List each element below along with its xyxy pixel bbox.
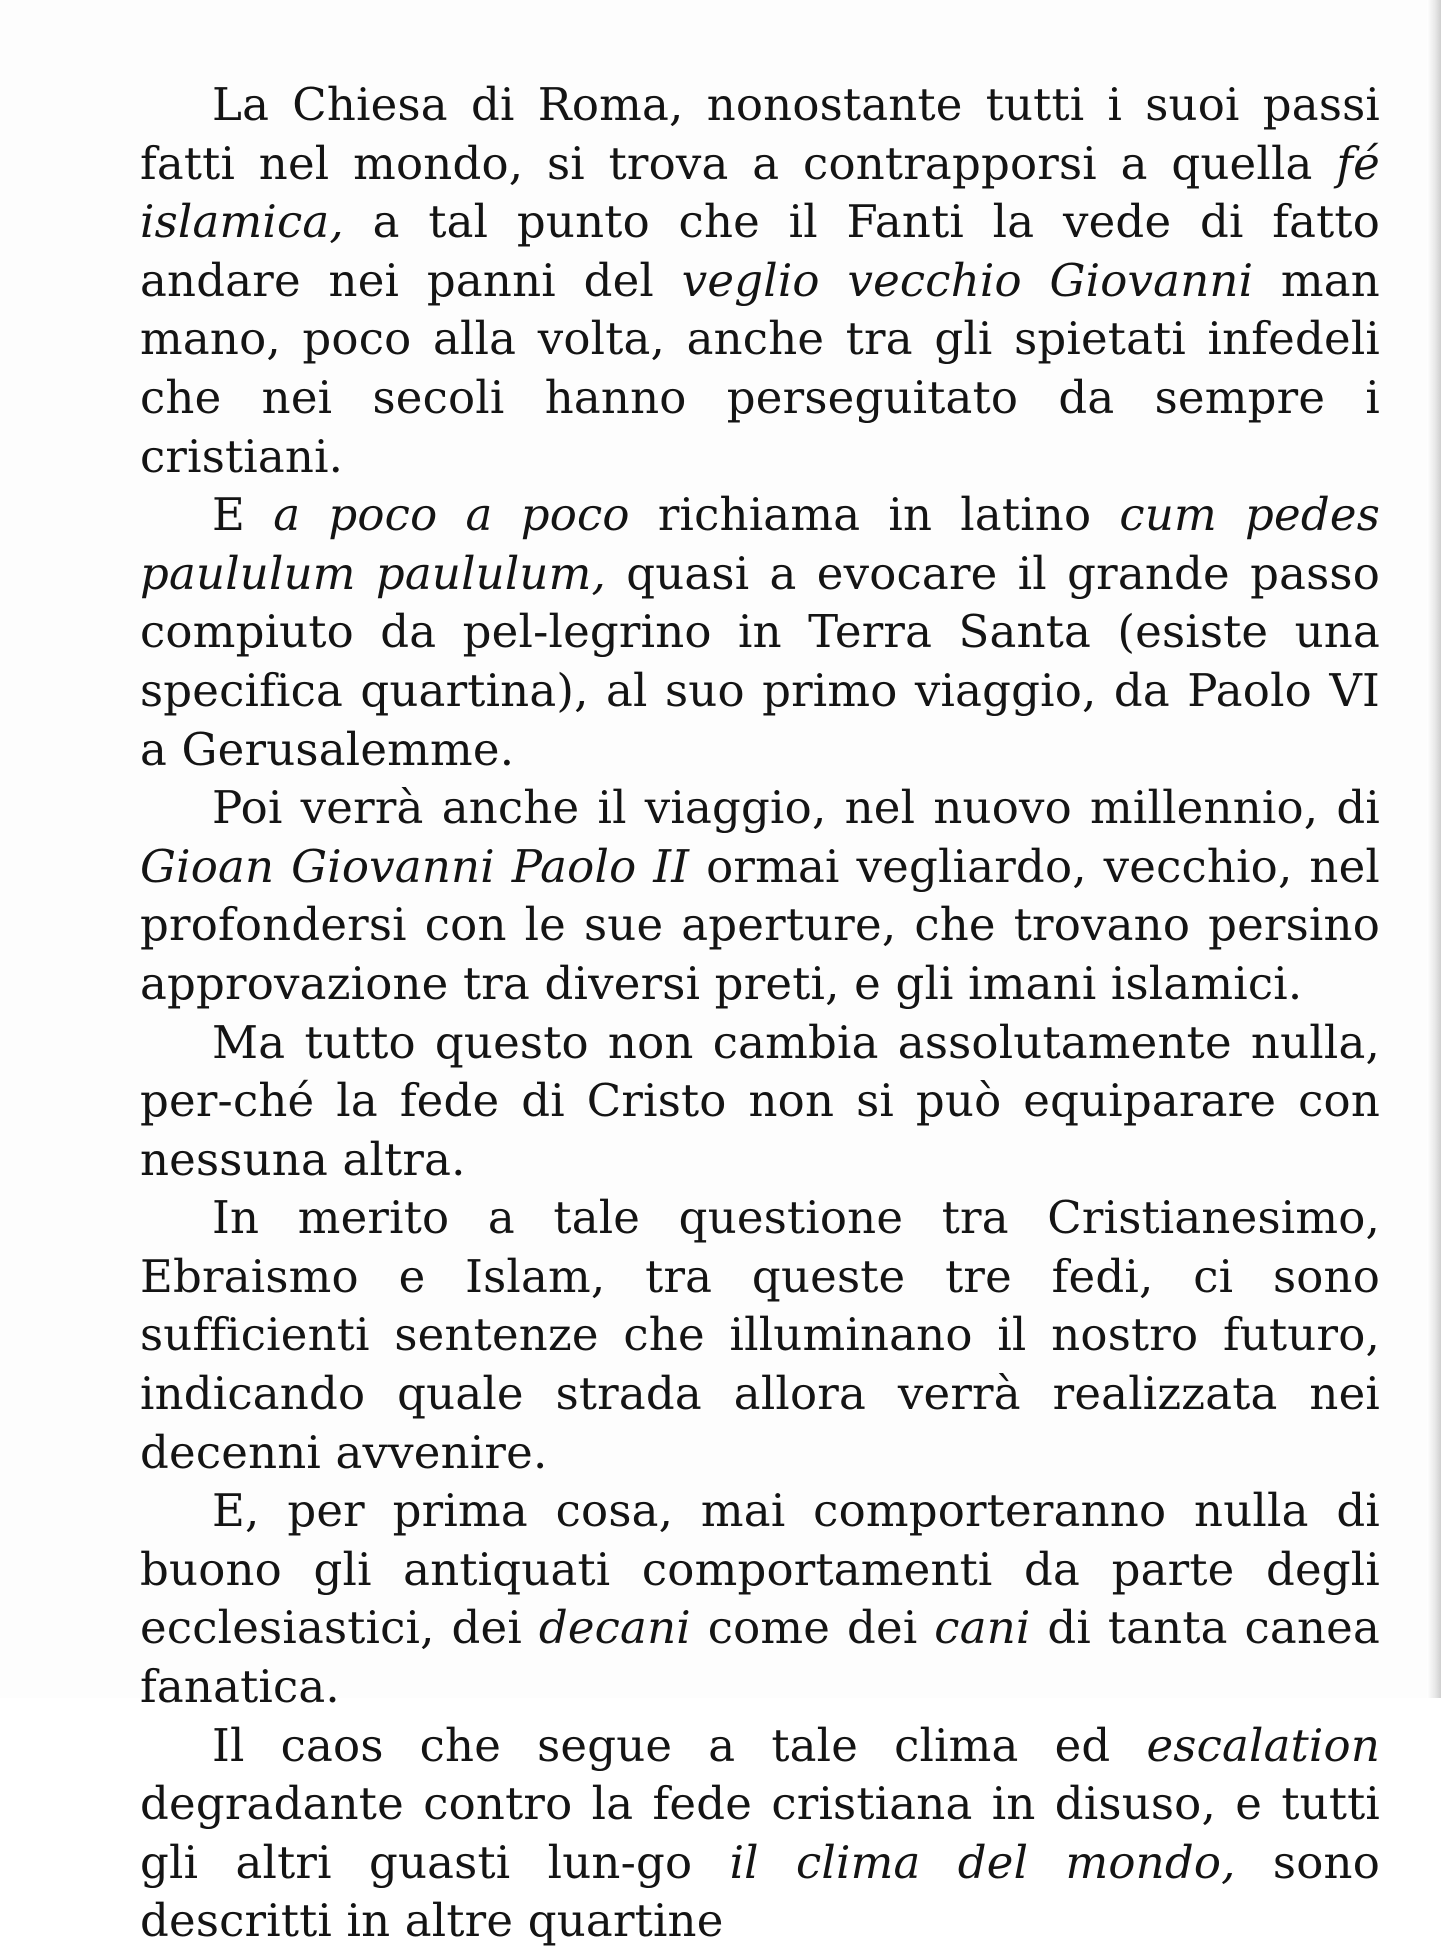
paragraph-5 — [140, 1189, 1380, 1482]
body-text — [140, 76, 1380, 1951]
italic-segment: Gioan Giovanni Paolo II — [140, 839, 690, 893]
text-segment: Il caos che segue a tale clima ed — [212, 1718, 1147, 1772]
text-segment: In merito a tale questione tra Cristianesimo, Ebraismo e Islam, tra queste tre fedi, ci sono sufficienti sentenze che illuminano il nostro futuro, indicando quale strada allora verrà realizzata nei decenni avvenire. — [140, 1191, 1380, 1479]
page-edge-shadow — [1427, 0, 1441, 1698]
text-segment: a tal punto che il Fanti la vede di fatto andare nei panni del — [140, 195, 1380, 307]
italic-segment: escalation — [1146, 1718, 1380, 1772]
paragraph-1 — [140, 76, 1380, 486]
paragraph-7 — [140, 1717, 1380, 1951]
paragraph-2 — [140, 486, 1380, 779]
italic-segment: cum pedes paululum paululum, — [140, 488, 1380, 600]
text-segment: come dei — [690, 1601, 935, 1655]
text-segment: Ma tutto questo non cambia assolutamente nulla, per-ché la fede di Cristo non si può equiparare con nessuna altra. — [140, 1015, 1380, 1186]
text-segment: degradante contro la fede cristiana in disuso, e tutti gli altri guasti lun-go — [140, 1777, 1380, 1889]
text-segment: E, per prima cosa, mai comporteranno nulla di buono gli antiquati comportamenti da parte degli ecclesiastici, dei — [140, 1484, 1380, 1655]
paragraph-6 — [140, 1482, 1380, 1716]
text-segment: ormai vegliardo, vecchio, nel profondersi con le sue aperture, che trovano persino approvazione tra diversi preti, e gli imani islamici. — [140, 839, 1380, 1010]
text-segment: sono descritti in altre quartine — [140, 1835, 1380, 1948]
text-segment: La Chiesa di Roma, nonostante tutti i suoi passi fatti nel mondo, si trova a contrapporsi a quella — [140, 78, 1380, 190]
italic-segment: veglio vecchio Giovanni — [681, 253, 1254, 307]
text-segment: man mano, poco alla volta, anche tra gli spietati infedeli che nei secoli hanno perseguitato da sempre i cristiani. — [140, 253, 1380, 483]
text-segment: E — [212, 488, 274, 542]
paragraph-4 — [140, 1014, 1380, 1190]
italic-segment: fé islamica, — [140, 136, 1380, 249]
text-segment: quasi a evocare il grande passo compiuto da pel-legrino in Terra Santa (esiste una specifica quartina), al suo primo viaggio, da Paolo VI a Gerusalemme. — [140, 546, 1380, 776]
text-segment: di tanta canea fanatica. — [140, 1601, 1380, 1714]
italic-segment: a poco a poco — [273, 488, 630, 542]
paragraph-3 — [140, 779, 1380, 1013]
italic-segment: decani — [538, 1601, 691, 1655]
italic-segment: cani — [934, 1601, 1031, 1655]
text-segment: Poi verrà anche il viaggio, nel nuovo millennio, di — [212, 781, 1380, 835]
italic-segment: il clima del mondo, — [729, 1835, 1236, 1889]
text-segment: richiama in latino — [629, 488, 1120, 542]
